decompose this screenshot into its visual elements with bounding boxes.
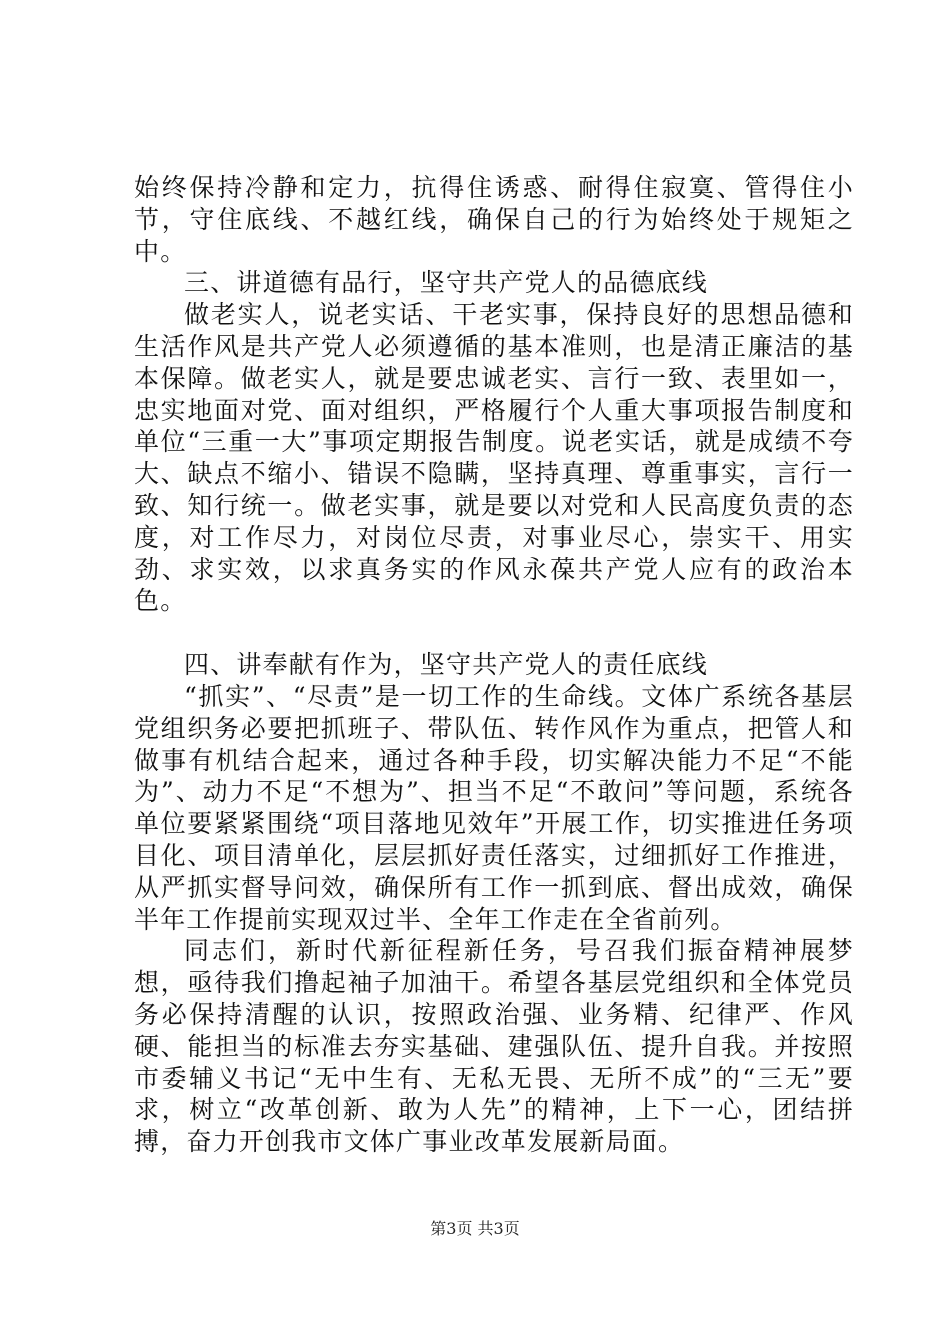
paragraph-continuation: 始终保持冷静和定力，抗得住诱惑、耐得住寂寞、管得住小节，守住底线、不越红线，确保自己的行为始终处于规矩之中。 [134,173,854,266]
section-heading-4: 四、讲奉献有作为，坚守共产党人的责任底线 [184,650,709,680]
paragraph-closing: 同志们，新时代新征程新任务，号召我们振奋精神展梦想，亟待我们撸起袖子加油干。希望各基层党组织和全体党员务必保持清醒的认识，按照政治强、业务精、纪律严、作风硬、能担当的标准去夯实基础、建强队伍、提升自我。并按照市委辅义书记“无中生有、无私无畏、无所不成”的“三无”要求，树立“改革创新、敢为人先”的精神，上下一心，团结拼搏，奋力开创我市文体广事业改革发展新局面。 [134,936,854,1157]
paragraph-honesty: 做老实人，说老实话、干老实事，保持良好的思想品德和生活作风是共产党人必须遵循的基本准则，也是清正廉洁的基本保障。做老实人，就是要忠诚老实、言行一致、表里如一，忠实地面对党、面对组织，严格履行个人重大事项报告制度和单位“三重一大”事项定期报告制度。说老实话，就是成绩不夸大、缺点不缩小、错误不隐瞒，坚持真理、尊重事实，言行一致、知行统一。做老实事，就是要以对党和人民高度负责的态度，对工作尽力，对岗位尽责，对事业尽心，崇实干、用实劲、求实效，以求真务实的作风永葆共产党人应有的政治本色。 [134,300,854,616]
section-heading-3: 三、讲道德有品行，坚守共产党人的品德底线 [184,268,709,298]
document-body [134,172,854,1158]
paragraph-responsibility: “抓实”、“尽责”是一切工作的生命线。文体广系统各基层党组织务必要把抓班子、带队伍、转作风作为重点，把管人和做事有机结合起来，通过各种手段，切实解决能力不足“不能为”、动力不足“不想为”、担当不足“不敢问”等问题，系统各单位要紧紧围绕“项目落地见效年”开展工作，切实推进任务项目化、项目清单化，层层抓好责任落实，过细抓好工作推进，从严抓实督导问效，确保所有工作一抓到底、督出成效，确保半年工作提前实现双过半、全年工作走在全省前列。 [134,681,854,934]
page-number-footer: 第3页 共3页 [430,1219,520,1238]
